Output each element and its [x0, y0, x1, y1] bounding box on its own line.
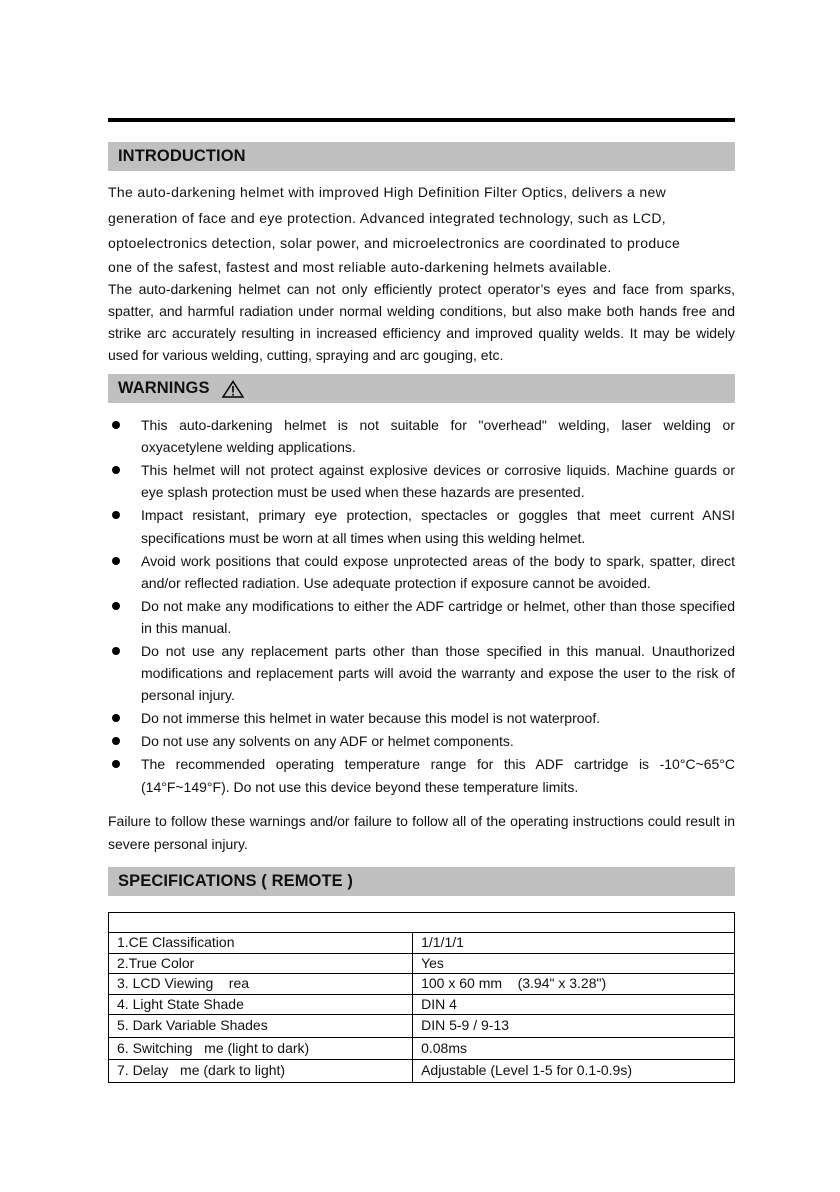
failure-notice: Failure to follow these warnings and/or failure to follow all of the operating instructions could result in severe personal injury. [108, 813, 735, 852]
table-row [109, 1060, 735, 1083]
table-row [109, 1015, 735, 1038]
spec-label: 7. Delay me (dark to light) [109, 1060, 413, 1083]
section-heading-specifications [108, 867, 735, 896]
introduction-heading-text: INTRODUCTION [118, 147, 246, 165]
specifications-heading-text: SPECIFICATIONS ( REMOTE ) [118, 872, 354, 890]
table-row [109, 974, 735, 995]
warning-item [108, 414, 735, 458]
warning-item [108, 753, 735, 797]
introduction-body [108, 180, 748, 366]
spec-value: DIN 4 [413, 994, 735, 1015]
bullet-icon [112, 466, 120, 474]
intro-line: The auto-darkening helmet with improved High Definition Filter Optics, delivers a new [108, 184, 667, 200]
warning-text: Impact resistant, primary eye protection, spectacles or goggles that meet current ANSI specifications must be worn at all times when using this welding helmet. [141, 507, 735, 546]
section-heading-introduction [108, 142, 735, 171]
spec-value: 0.08ms [413, 1037, 735, 1060]
warning-text: Do not make any modifications to either the ADF cartridge or helmet, other than those specified in this manual. [141, 597, 735, 637]
bullet-icon [112, 760, 120, 768]
spec-label: 5. Dark Variable Shades [109, 1015, 413, 1038]
bullet-icon [112, 602, 120, 610]
intro-line: generation of face and eye protection. Advanced integrated technology, such as LCD, [108, 209, 667, 226]
bullet-icon [112, 737, 120, 745]
intro-line: optoelectronics detection, solar power, and microelectronics are coordinated to produce [108, 235, 681, 251]
warning-item [108, 595, 735, 639]
table-header-row [109, 913, 735, 933]
warning-item [108, 640, 735, 707]
bullet-icon [112, 557, 120, 565]
spec-value: 1/1/1/1 [413, 933, 735, 954]
table-row [109, 953, 735, 974]
spec-value: DIN 5-9 / 9-13 [413, 1015, 735, 1038]
warnings-heading-text: WARNINGS [118, 379, 210, 397]
warning-item [108, 730, 735, 752]
spec-label: 4. Light State Shade [109, 994, 413, 1015]
warning-item [108, 550, 735, 594]
warning-text: Avoid work positions that could expose unprotected areas of the body to spark, spatter, direct and/or reflected radiation. Use adequate protection if exposure cannot be avoided. [141, 552, 735, 591]
spec-label: 2.True Color [109, 953, 413, 974]
warning-item [108, 504, 735, 548]
warning-triangle-icon [222, 380, 244, 398]
table-row [109, 1037, 735, 1060]
warning-item [108, 707, 735, 729]
warning-text: Do not immerse this helmet in water because this model is not waterproof. [141, 710, 601, 727]
bullet-icon [112, 511, 120, 519]
warning-item [108, 459, 735, 503]
warning-text: Do not use any solvents on any ADF or helmet components. [141, 733, 514, 750]
warning-text: This auto-darkening helmet is not suitable for "overhead" welding, laser welding or oxyacetylene welding applications. [141, 417, 735, 456]
bullet-icon [112, 714, 120, 722]
spec-value: Adjustable (Level 1-5 for 0.1-0.9s) [413, 1060, 735, 1083]
bullet-icon [112, 647, 120, 655]
warning-text: This helmet will not protect against explosive devices or corrosive liquids. Machine guards or eye splash protection must be used when these hazards are presented. [141, 462, 735, 501]
table-header-cell [109, 913, 735, 933]
spec-value: Yes [413, 953, 735, 974]
spec-label: 1.CE Classification [109, 933, 413, 954]
warnings-list [108, 414, 735, 799]
warning-text: Do not use any replacement parts other than those specified in this manual. Unauthorized modifications and replacement parts will avoid the warranty and expose the user to the risk of personal injury. [141, 643, 735, 704]
top-rule [108, 118, 735, 122]
spec-label: 6. Switching me (light to dark) [109, 1037, 413, 1060]
bullet-icon [112, 421, 120, 429]
intro-paragraph-2: The auto-darkening helmet can not only efficiently protect operator’s eyes and face from sparks, spatter, and harmful radiation under normal welding conditions, but also make both hands free and strike arc accurately resulting in increased efficiency and improved quality welds. It may be widely used for various welding, cutting, spraying and arc gouging, etc. [108, 280, 735, 363]
intro-line: one of the safest, fastest and most reliable auto-darkening helmets available. [108, 258, 612, 275]
section-heading-warnings [108, 374, 735, 403]
spec-label: 3. LCD Viewing rea [109, 974, 413, 995]
spec-value: 100 x 60 mm (3.94" x 3.28") [413, 974, 735, 995]
table-row [109, 933, 735, 954]
specifications-table [108, 912, 735, 1083]
warning-text: The recommended operating temperature range for this ADF cartridge is -10°C~65°C (14°F~149°F). Do not use this device beyond these temperature limits. [141, 756, 735, 795]
table-row [109, 994, 735, 1015]
